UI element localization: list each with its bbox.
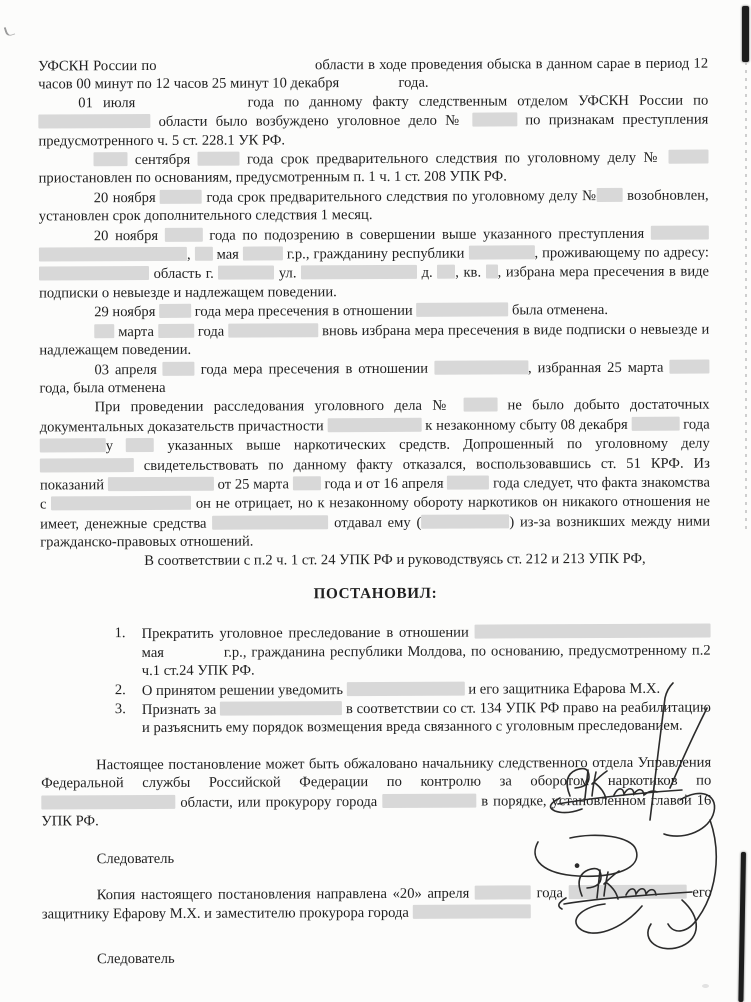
redaction-box	[212, 515, 328, 530]
redaction-box	[40, 438, 106, 452]
redaction-box	[163, 361, 195, 375]
redaction-box	[434, 360, 528, 374]
redaction-box	[447, 475, 489, 489]
redaction-box	[218, 266, 274, 280]
redaction-box	[421, 514, 509, 528]
redaction-box	[41, 795, 175, 810]
redaction-box	[39, 247, 187, 262]
paragraph: При проведении расследования уголовного дела № не было добыто достаточных документальных доказательств причастности к незаконному сбыту 08 декабря года у указанных выше наркотических средств. Допрошенный по уголовному делу свидетельствовать по данному факту отказался, воспользовавшись ст. 51 КРФ. Из показаний от 25 марта года и от 16 апреля года следует, что факта знакомства с он не отрицает, но к незаконному обороту наркотиков он никакого отношения не имеет, денежные средства отдавал ему ( ) из-за возникших между ними гражданско-правовых отношений.	[39, 396, 711, 551]
paragraph: 20 ноября года по подозрению в совершении выше указанного преступления , мая г.р., гражданину республики , проживающему по адресу: область г. ул. д. , кв. , избрана мера пресечения в виде подписки о невыезде и надлежащем поведении.	[39, 225, 710, 302]
paragraph: Копия настоящего постановления направлена «20» апреля года его защитнику Ефарову М.Х. и заместителю прокурора города	[41, 884, 712, 923]
redaction-box	[39, 266, 149, 280]
redaction-box	[160, 190, 202, 204]
list-item: 1. Прекратить уголовное преследование в отношении мая г.р., гражданина республики Молдова, по основанию, предусмотренному п.2 ч.1 ст.24 УПК РФ.	[114, 624, 711, 680]
paragraph: марта года вновь избрана мера пресечения в виде подписки о невыезде и надлежащем поведении.	[39, 321, 710, 359]
redaction-box	[475, 624, 711, 639]
paragraph: УФСКН России по области в ходе проведения обыска в данном сарае в период 12 часов 00 минут по 12 часов 25 минут 10 декабря года.	[38, 55, 709, 93]
redaction-box	[165, 227, 203, 241]
redaction-box	[669, 359, 709, 373]
resolution-heading: ПОСТАНОВИЛ:	[313, 584, 438, 603]
redaction-box	[220, 701, 342, 716]
paragraph: 03 апреля года мера пресечения в отношении , избранная 25 марта года, была отменена	[39, 357, 709, 398]
redaction-box	[668, 150, 708, 164]
redaction-box	[475, 885, 531, 899]
redaction-box	[631, 416, 679, 430]
redaction-box	[569, 884, 687, 899]
redaction-box	[108, 477, 214, 491]
redaction-box	[93, 152, 127, 166]
redaction-box	[651, 225, 709, 239]
redaction-box	[293, 476, 321, 490]
list-number: 1.	[114, 625, 126, 642]
redaction-box	[38, 114, 150, 128]
blank-redaction	[169, 652, 219, 656]
redaction-box	[158, 323, 194, 337]
paragraph: сентября года срок предварительного следствия по уголовному делу № приостановлен по основаниям, предусмотренным п. 1 ч. 1 ст. 208 УПК РФ.	[38, 148, 708, 189]
smudge-artifact	[702, 984, 709, 988]
paragraph: 29 ноября года мера пресечения в отношении была отменена.	[94, 302, 609, 321]
redaction-box	[198, 152, 240, 166]
list-item: 3. Признать за в соответствии со ст. 134 УПК РФ право на реабилитацию и разъяснить ему порядок возмещения вреда связанного с уголовным преследованием.	[114, 699, 711, 737]
redaction-box	[382, 793, 476, 807]
paragraph: Настоящее постановление может быть обжаловано начальнику следственного отдела Управления Федеральной службы Российской Федерации по контролю за оборотом наркотиков по области, или прокурору города в порядке, установленном главой 16 УПК РФ.	[41, 754, 712, 830]
redaction-box	[301, 265, 417, 280]
redaction-box	[463, 398, 497, 412]
redaction-box	[327, 418, 421, 432]
blank-redaction	[145, 102, 237, 106]
blank-redaction	[161, 65, 311, 70]
scan-edge-artifact-middle	[745, 62, 747, 532]
paragraph: Следователь	[96, 950, 175, 967]
redaction-box	[486, 265, 498, 279]
redaction-box	[468, 245, 534, 259]
redaction-box	[472, 113, 517, 127]
redaction-box	[94, 324, 114, 338]
redaction-box	[437, 265, 455, 279]
redaction-box	[347, 681, 465, 696]
redaction-box	[597, 188, 623, 202]
list-number: 3.	[114, 701, 126, 718]
redaction-box	[159, 304, 191, 318]
redaction-box	[126, 438, 154, 452]
redaction-box	[228, 323, 318, 337]
list-number: 2.	[114, 681, 126, 698]
document-text-flow	[38, 55, 712, 969]
blank-redaction	[343, 83, 395, 87]
paragraph: 01 июля года по данному факту следственным отделом УФСКН России по области было возбуждено уголовное дело № по признакам преступления предусмотренного ч. 5 ст. 228.1 УК РФ.	[38, 92, 709, 150]
redaction-box	[195, 247, 213, 261]
paragraph: 20 ноября года срок предварительного следствия по уголовному делу № возобновлен, установлен срок дополнительного следствия 1 месяц.	[38, 187, 709, 225]
redaction-box	[51, 496, 191, 511]
redaction-box	[243, 246, 283, 260]
resolution-list	[115, 622, 711, 738]
scan-edge-artifact-top	[742, 6, 749, 62]
redaction-box	[40, 458, 134, 472]
redaction-box	[413, 905, 531, 920]
paragraph: Следователь	[96, 851, 175, 868]
paragraph: В соответствии с п.2 ч. 1 ст. 24 УПК РФ и руководствуясь ст. 212 и 213 УПК РФ,	[144, 550, 646, 569]
redaction-box	[416, 303, 508, 317]
list-item: 2. О принятом решении уведомить и его защитника Ефарова М.Х.	[114, 680, 661, 699]
